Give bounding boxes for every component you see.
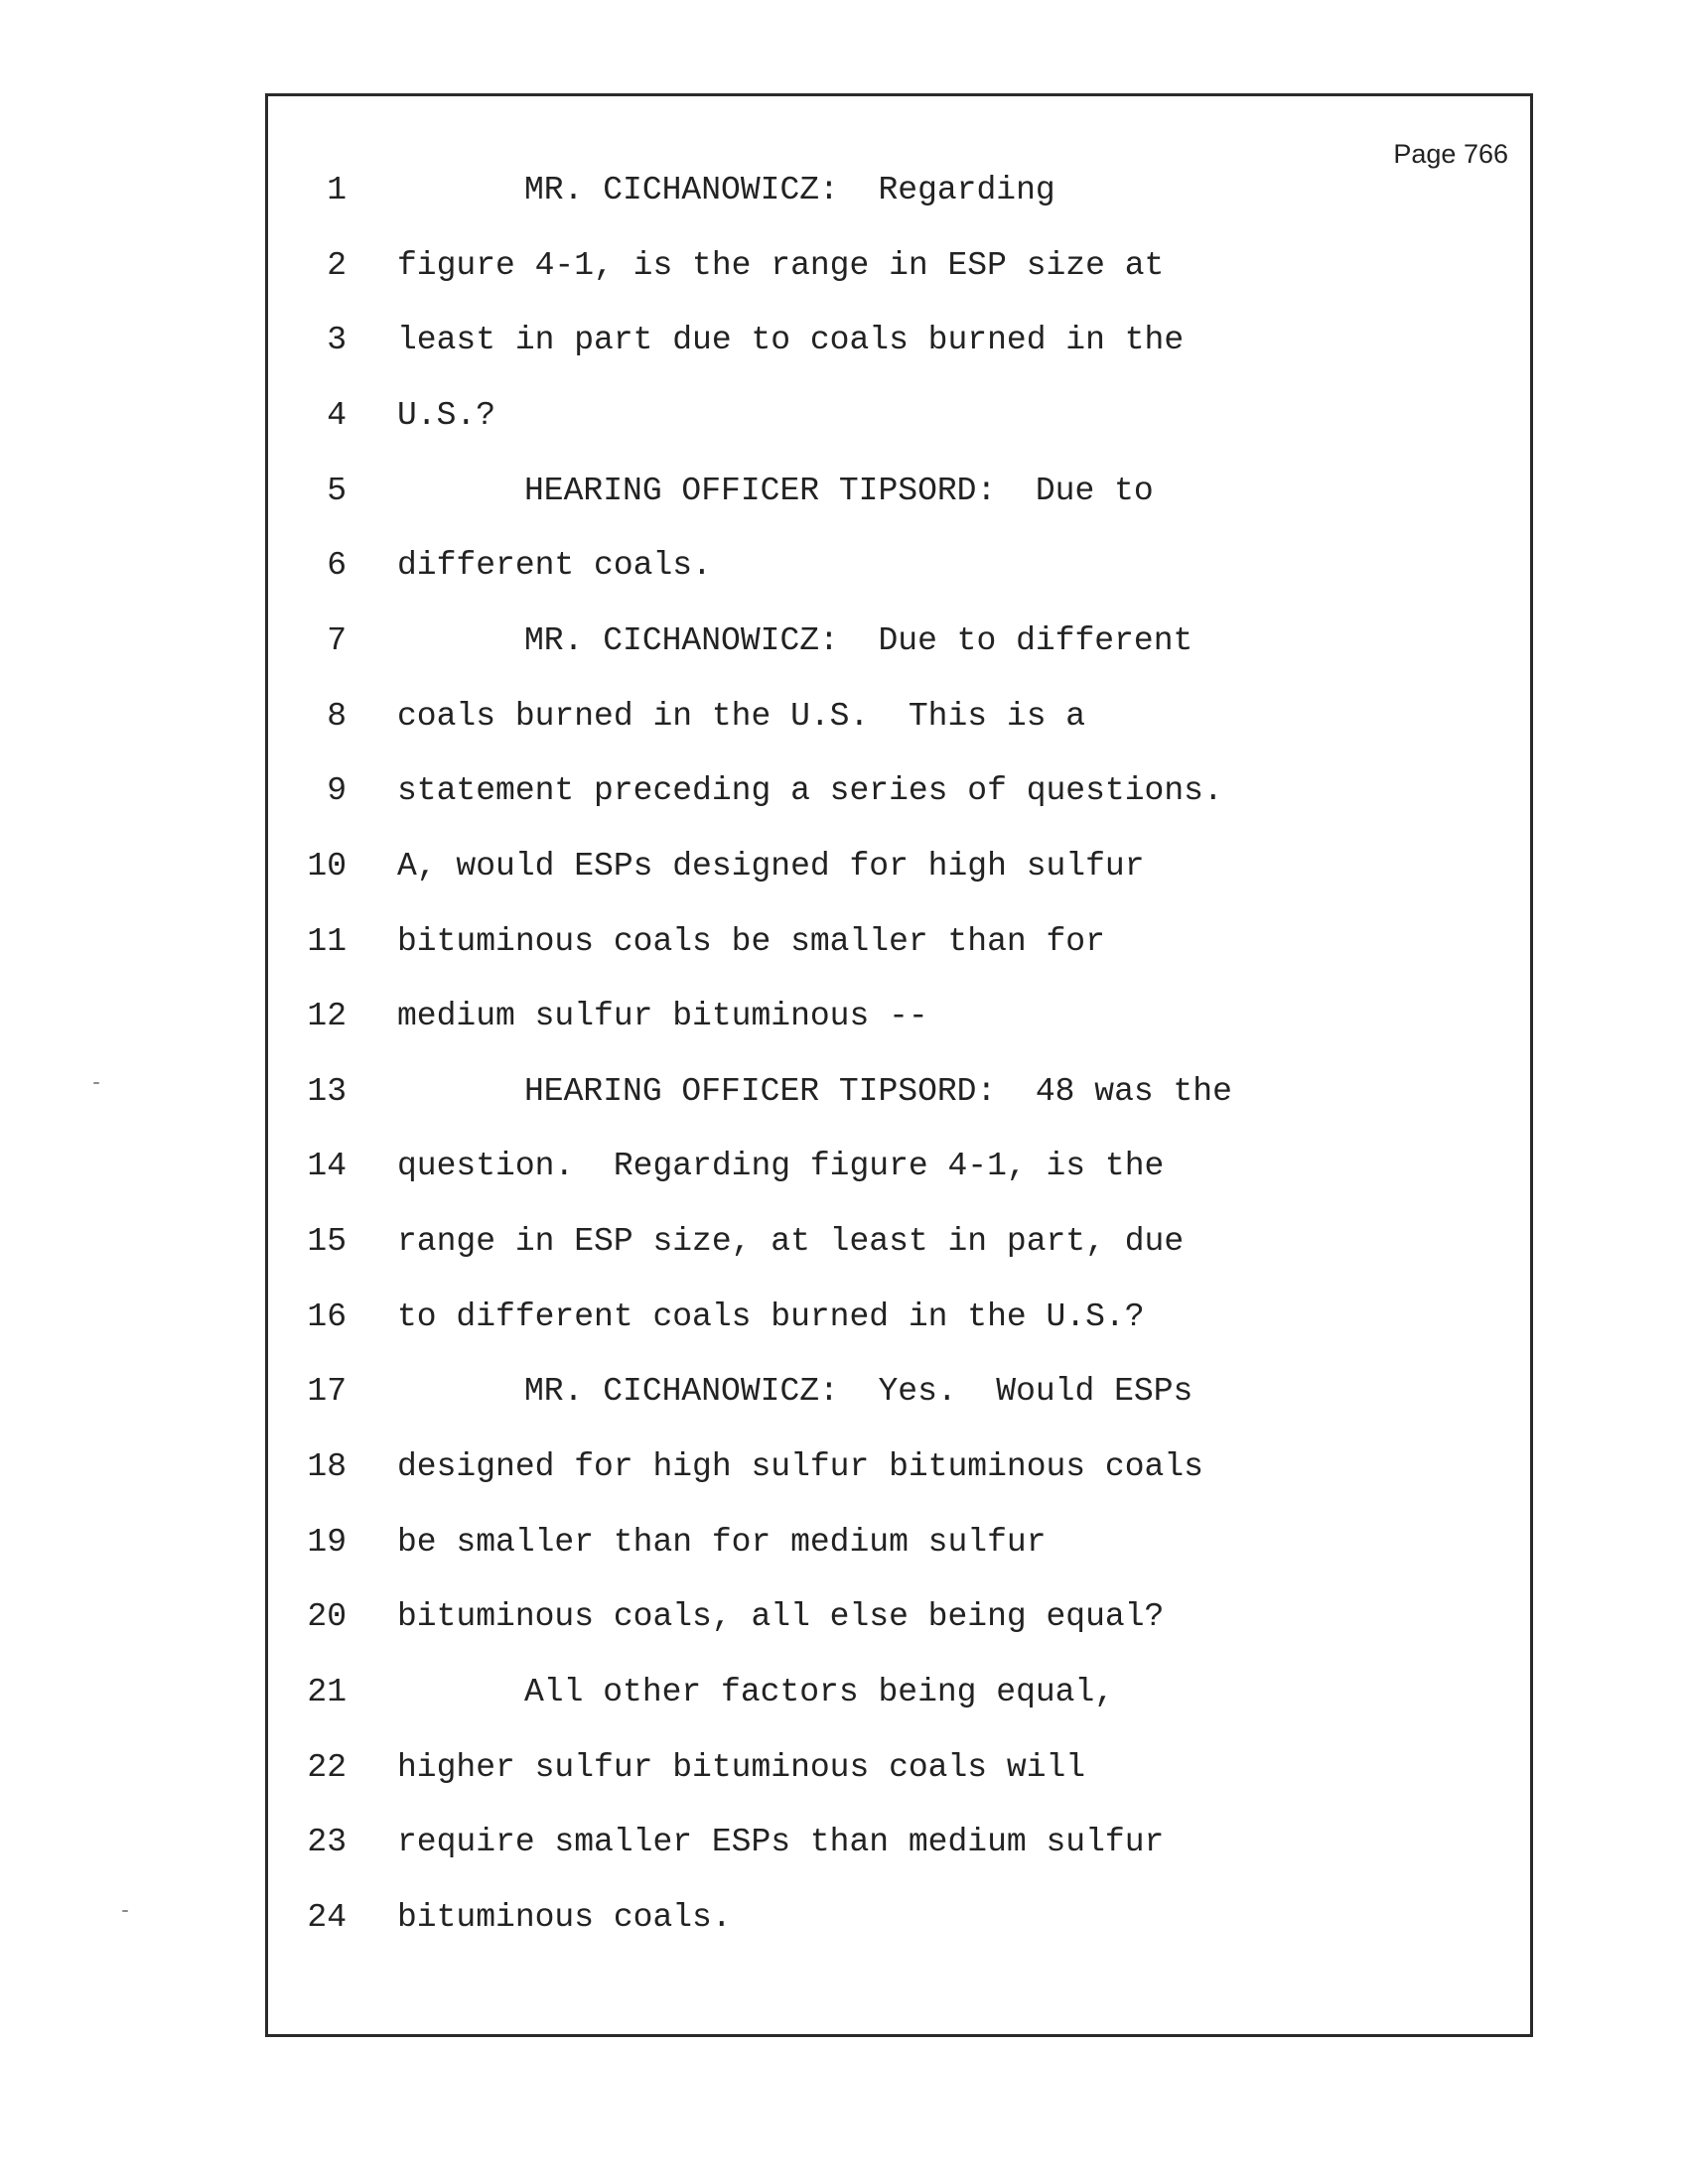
line-text: figure 4-1, is the range in ESP size at bbox=[397, 246, 1165, 284]
line-number: 18 bbox=[307, 1448, 347, 1486]
line-number: 1 bbox=[327, 172, 347, 208]
line-text: bituminous coals, all else being equal? bbox=[397, 1598, 1165, 1636]
line-number: 22 bbox=[307, 1748, 347, 1786]
scan-speck bbox=[122, 1910, 128, 1912]
transcript-line bbox=[268, 1437, 1530, 1497]
line-text: to different coals burned in the U.S.? bbox=[397, 1297, 1145, 1335]
transcript-line bbox=[268, 612, 1530, 671]
transcript-line bbox=[268, 386, 1530, 446]
line-text: medium sulfur bituminous -- bbox=[397, 998, 928, 1035]
line-number: 7 bbox=[327, 621, 347, 659]
line-number: 13 bbox=[307, 1072, 347, 1110]
transcript-line bbox=[268, 761, 1530, 821]
line-number: 12 bbox=[307, 998, 347, 1035]
line-number: 15 bbox=[307, 1223, 347, 1261]
line-text: bituminous coals. bbox=[397, 1898, 732, 1936]
line-text: U.S.? bbox=[397, 396, 496, 434]
line-text: higher sulfur bituminous coals will bbox=[397, 1748, 1086, 1786]
line-text: All other factors being equal, bbox=[524, 1674, 1115, 1710]
transcript-line bbox=[268, 161, 1530, 220]
line-number: 16 bbox=[307, 1297, 347, 1335]
line-number: 23 bbox=[307, 1824, 347, 1861]
transcript-line bbox=[268, 1513, 1530, 1572]
transcript-line bbox=[268, 311, 1530, 370]
transcript-line bbox=[268, 987, 1530, 1046]
line-text: coals burned in the U.S. This is a bbox=[397, 697, 1086, 735]
line-text: different coals. bbox=[397, 547, 712, 585]
line-text: statement preceding a series of questions. bbox=[397, 772, 1223, 810]
transcript-line bbox=[268, 1137, 1530, 1196]
transcript-line bbox=[268, 837, 1530, 896]
line-text: be smaller than for medium sulfur bbox=[397, 1523, 1047, 1561]
transcript-line bbox=[268, 1888, 1530, 1948]
line-number: 20 bbox=[307, 1598, 347, 1636]
scan-speck bbox=[93, 1082, 99, 1084]
line-number: 6 bbox=[327, 547, 347, 585]
transcript-line bbox=[268, 1587, 1530, 1647]
line-text: HEARING OFFICER TIPSORD: Due to bbox=[524, 472, 1154, 509]
line-number: 21 bbox=[307, 1674, 347, 1710]
line-text: HEARING OFFICER TIPSORD: 48 was the bbox=[524, 1072, 1232, 1110]
line-text: require smaller ESPs than medium sulfur bbox=[397, 1824, 1165, 1861]
transcript-line bbox=[268, 1663, 1530, 1722]
transcript-line bbox=[268, 462, 1530, 521]
line-number: 4 bbox=[327, 396, 347, 434]
line-number: 2 bbox=[327, 246, 347, 284]
line-text: MR. CICHANOWICZ: Yes. Would ESPs bbox=[524, 1373, 1193, 1411]
line-text: bituminous coals be smaller than for bbox=[397, 922, 1105, 960]
transcript-line bbox=[268, 1738, 1530, 1798]
transcript-line bbox=[268, 536, 1530, 596]
line-number: 24 bbox=[307, 1898, 347, 1936]
transcript-line bbox=[268, 236, 1530, 296]
transcript-line bbox=[268, 1362, 1530, 1422]
transcript-line bbox=[268, 1062, 1530, 1122]
transcript-line bbox=[268, 1288, 1530, 1347]
line-number: 17 bbox=[307, 1373, 347, 1411]
line-text: MR. CICHANOWICZ: Regarding bbox=[524, 172, 1055, 208]
line-text: range in ESP size, at least in part, due bbox=[397, 1223, 1185, 1261]
line-number: 5 bbox=[327, 472, 347, 509]
line-number: 3 bbox=[327, 322, 347, 359]
transcript-line bbox=[268, 1212, 1530, 1272]
line-number: 9 bbox=[327, 772, 347, 810]
line-number: 19 bbox=[307, 1523, 347, 1561]
line-text: least in part due to coals burned in the bbox=[397, 322, 1185, 359]
transcript-line bbox=[268, 1813, 1530, 1872]
page-number: Page 766 bbox=[1393, 139, 1508, 169]
line-text: MR. CICHANOWICZ: Due to different bbox=[524, 621, 1193, 659]
line-number: 10 bbox=[307, 847, 347, 885]
line-number: 11 bbox=[307, 922, 347, 960]
transcript-line bbox=[268, 687, 1530, 747]
line-number: 8 bbox=[327, 697, 347, 735]
line-text: A, would ESPs designed for high sulfur bbox=[397, 847, 1145, 885]
transcript-page-frame bbox=[265, 93, 1533, 2037]
line-text: question. Regarding figure 4-1, is the bbox=[397, 1148, 1165, 1185]
line-text: designed for high sulfur bituminous coals bbox=[397, 1448, 1203, 1486]
transcript-line bbox=[268, 912, 1530, 972]
line-number: 14 bbox=[307, 1148, 347, 1185]
